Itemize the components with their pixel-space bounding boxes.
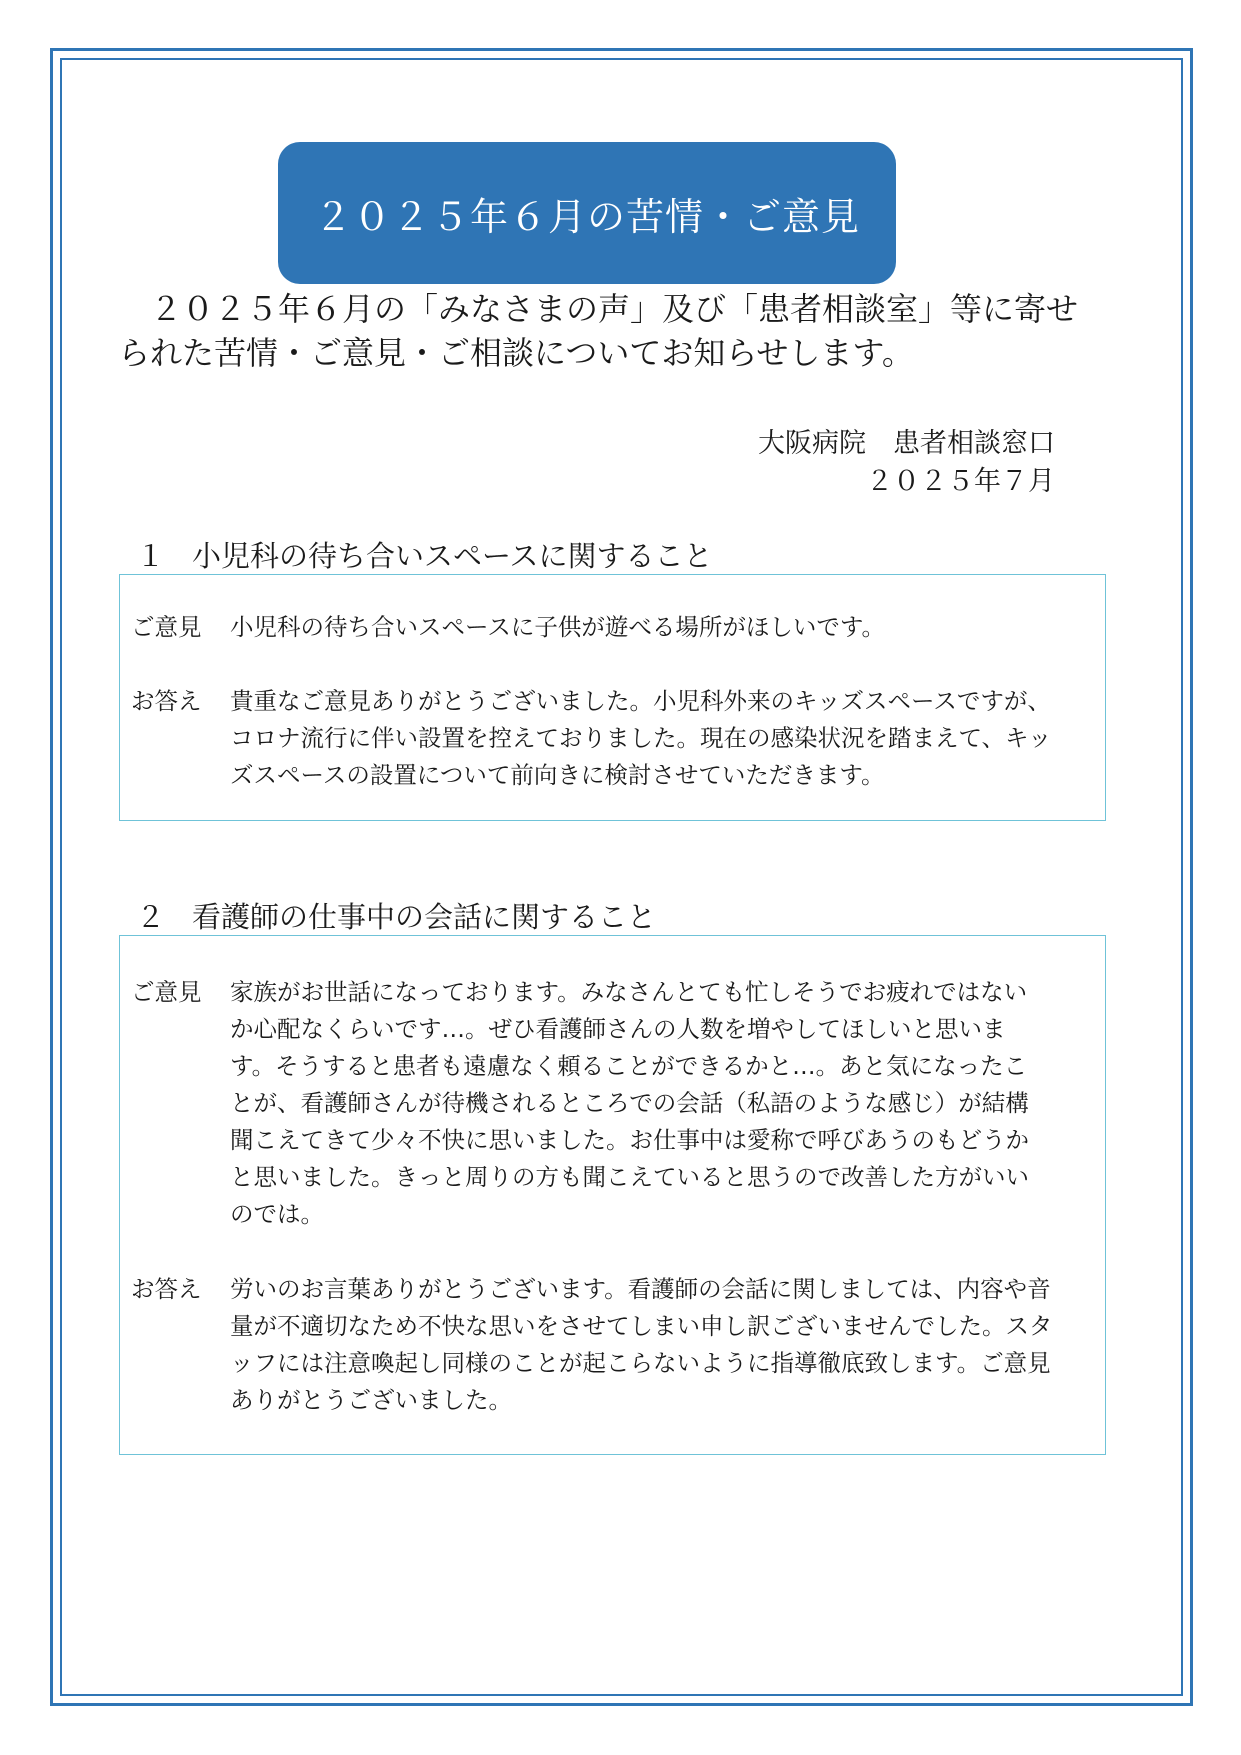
page-title: ２０２５年６月の苦情・ご意見	[313, 194, 860, 239]
text-line: ありがとうございました。	[230, 1386, 512, 1414]
opinion-text	[230, 974, 1095, 1233]
section-1-box	[119, 574, 1106, 821]
text-line: ズスペースの設置について前向きに検討させていただきます。	[230, 761, 885, 789]
opinion-label: ご意見	[131, 613, 202, 641]
title-banner	[278, 142, 896, 284]
text-line: 量が不適切なため不快な思いをさせてしまい申し訳ございませんでした。スタ	[230, 1312, 1053, 1340]
text-line: 小児科の待ち合いスペースに子供が遊べる場所がほしいです。	[230, 613, 885, 641]
opinion-text	[230, 609, 1095, 646]
section-2-answer	[131, 1271, 1095, 1419]
text-line: とが、看護師さんが待機されるところでの会話（私語のような感じ）が結構	[230, 1089, 1029, 1117]
answer-text	[230, 683, 1095, 794]
text-line: 貴重なご意見ありがとうございました。小児科外来のキッズスペースですが、	[230, 687, 1051, 715]
section-1-title: 小児科の待ち合いスペースに関すること	[192, 539, 713, 573]
section-1-answer	[131, 683, 1095, 794]
text-line: コロナ流行に伴い設置を控えておりました。現在の感染状況を踏まえて、キッ	[230, 724, 1052, 752]
intro-line-1: ２０２５年６月の「みなさまの声」及び「患者相談室」等に寄せ	[150, 290, 1079, 328]
text-line: 聞こえてきて少々不快に思いました。お仕事中は愛称で呼びあうのもどうか	[230, 1126, 1029, 1154]
sender-block	[758, 425, 1055, 501]
text-line: 家族がお世話になっております。みなさんとても忙しそうでお疲れではない	[230, 978, 1028, 1006]
section-1-heading	[136, 534, 713, 575]
text-line: ッフには注意喚起し同様のことが起こらないように指導徹底致します。ご意見	[230, 1349, 1051, 1377]
text-line: と思いました。きっと周りの方も聞こえていると思うので改善した方がいい	[230, 1163, 1029, 1191]
answer-label: お答え	[131, 687, 202, 715]
section-1-opinion	[131, 609, 1095, 646]
text-line: 労いのお言葉ありがとうございます。看護師の会話に関しましては、内容や音	[230, 1275, 1051, 1303]
section-2-title: 看護師の仕事中の会話に関すること	[192, 900, 657, 934]
text-line: す。そうすると患者も遠慮なく頼ることができるかと…。あと気になったこ	[230, 1052, 1028, 1080]
section-2-opinion	[131, 974, 1095, 1233]
sender-date: ２０２５年７月	[866, 466, 1055, 497]
text-line: か心配なくらいです…。ぜひ看護師さんの人数を増やしてほしいと思いま	[230, 1015, 1006, 1043]
section-1-number: １	[136, 539, 166, 573]
sender-org: 大阪病院 患者相談窓口	[758, 428, 1055, 459]
intro-line-2: られた苦情・ご意見・ご相談についてお知らせします。	[118, 334, 914, 372]
section-2-number: ２	[136, 900, 166, 934]
text-line: のでは。	[230, 1200, 324, 1228]
section-2-heading	[136, 895, 656, 936]
intro-paragraph	[118, 287, 1118, 375]
answer-text	[230, 1271, 1095, 1419]
answer-label: お答え	[131, 1275, 202, 1303]
section-2-box	[119, 935, 1106, 1455]
opinion-label: ご意見	[131, 978, 202, 1006]
